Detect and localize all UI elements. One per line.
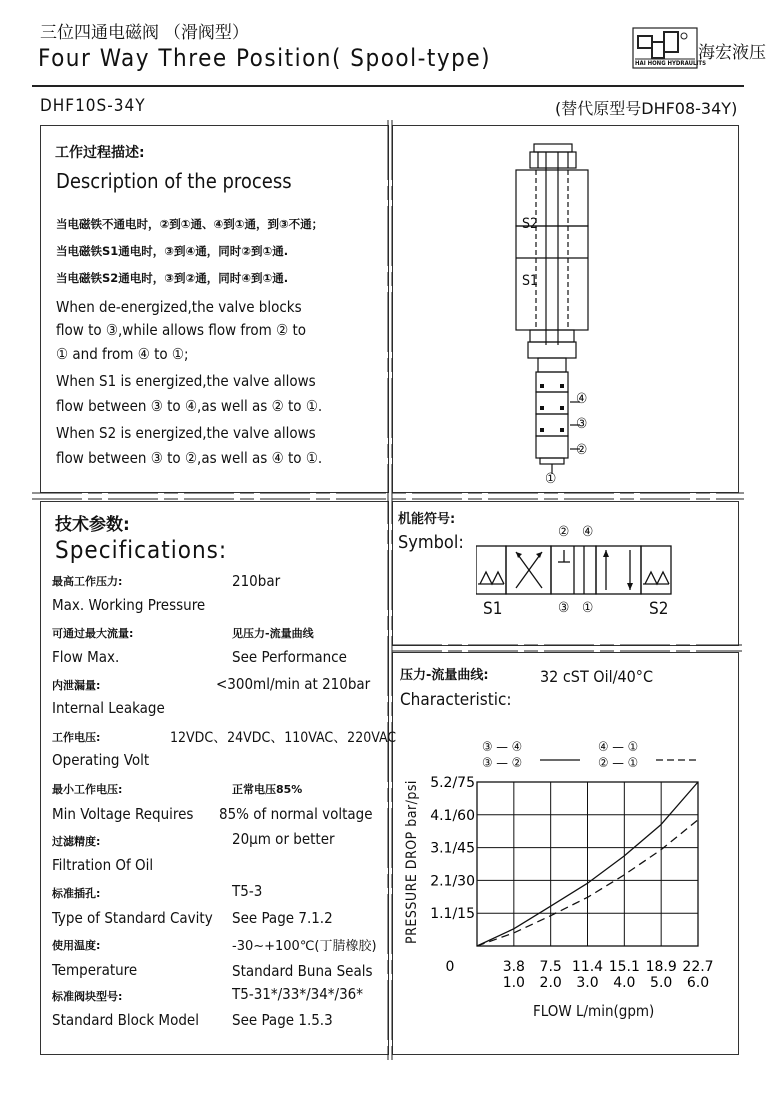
- replacement-model: (替代原型号DHF08-34Y): [555, 99, 738, 118]
- model-number: DHF10S-34Y: [40, 96, 146, 116]
- y-tick-label: 5.2/75: [430, 775, 475, 791]
- spec-value-cn: T5-31*/33*/34*/36*: [232, 985, 363, 1003]
- spec-label-en: Temperature: [52, 961, 138, 979]
- spec-label-en: Operating Volt: [52, 751, 150, 769]
- x-tick-label-gpm: 2.0: [539, 975, 562, 991]
- legend-solid-line-1: ③ — ④: [482, 740, 523, 755]
- spec-value: See Page 1.5.3: [232, 1011, 333, 1029]
- spec-label-en: Max. Working Pressure: [52, 596, 206, 614]
- spec-label-cn: 内泄漏量:: [52, 679, 101, 692]
- x-tick-label: 18.9: [645, 959, 677, 975]
- x-tick-label: 7.5: [539, 959, 562, 975]
- spec-label-en: Standard Block Model: [52, 1011, 199, 1029]
- symbol-heading-en: Symbol:: [398, 532, 464, 553]
- spec-label-cn: 工作电压:: [52, 731, 101, 744]
- spec-label-cn: 过滤精度:: [52, 835, 101, 848]
- spec-value-cn: -30~+100℃(丁腈橡胶): [232, 939, 377, 954]
- port-label-4: ④: [576, 391, 588, 407]
- valve-cartridge-drawing: [500, 140, 610, 490]
- x-tick-label: 22.7: [682, 959, 714, 975]
- legend-dashed-line-1: ④ — ①: [598, 740, 639, 755]
- spec-value-cn: T5-3: [232, 882, 263, 900]
- spec-value-cn: 正常电压85%: [232, 783, 303, 796]
- x-tick-label: 11.4: [571, 959, 604, 975]
- spec-label-en: Min Voltage Requires: [52, 805, 194, 823]
- symbol-port-4: ④: [582, 524, 594, 540]
- specifications-heading-cn: 技术参数:: [55, 515, 130, 535]
- y-tick-label: 1.1/15: [430, 906, 475, 923]
- description-line-cn: 当电磁铁不通电时，②到①通、④到①通，到③不通；: [56, 217, 324, 231]
- x-tick-label: 15.1: [608, 959, 640, 975]
- title-english: Four Way Three Position( Spool-type): [38, 44, 492, 72]
- description-line-en: When S1 is energized,the valve allows: [56, 372, 316, 390]
- description-line-en: flow between ③ to ④,as well as ② to ①.: [56, 397, 323, 415]
- pressure-flow-chart: [400, 770, 740, 1030]
- x-tick-label-gpm: 3.0: [576, 975, 599, 991]
- spec-label-cn: 使用温度:: [52, 939, 101, 952]
- spec-value: 20μm or better: [232, 830, 335, 848]
- y-tick-label: 4.1/60: [430, 807, 475, 824]
- characteristic-heading-en: Characteristic:: [400, 690, 512, 710]
- spec-label-en: Internal Leakage: [52, 699, 165, 717]
- spec-label-cn: 标准插孔:: [52, 887, 101, 900]
- center-divider: [386, 120, 394, 1060]
- spec-value: 85% of normal voltage: [219, 805, 373, 823]
- description-line-en: When S2 is energized,the valve allows: [56, 424, 316, 442]
- company-logo: [632, 26, 766, 72]
- characteristic-heading-cn: 压力-流量曲线:: [400, 668, 489, 683]
- symbol-port-2: ②: [558, 524, 570, 540]
- symbol-heading-cn: 机能符号:: [398, 512, 456, 527]
- spec-label-en: Filtration Of Oil: [52, 856, 154, 874]
- spec-value: See Performance: [232, 648, 347, 666]
- description-heading-en: Description of the process: [56, 169, 292, 193]
- symbol-label-s2: S2: [649, 599, 669, 619]
- spec-label-en: Flow Max.: [52, 648, 120, 666]
- x-tick-label-gpm: 4.0: [613, 975, 636, 991]
- spec-value: Standard Buna Seals: [232, 962, 373, 980]
- description-line-en: flow to ③,while allows flow from ② to: [56, 321, 307, 339]
- port-label-1: ①: [545, 471, 557, 487]
- symbol-port-3: ③: [558, 600, 570, 616]
- description-line-cn: 当电磁铁S1通电时，③到④通，同时②到①通.: [56, 244, 289, 258]
- description-line-en: ① and from ④ to ①;: [56, 345, 189, 363]
- y-tick-label: 3.1/45: [430, 840, 475, 857]
- legend-dashed-swatch: [656, 756, 698, 764]
- y-tick-label: 2.1/30: [430, 873, 475, 890]
- x-tick-label-gpm: 1.0: [502, 975, 525, 991]
- description-line-en: When de-energized,the valve blocks: [56, 298, 302, 316]
- specifications-heading-en: Specifications:: [55, 536, 228, 564]
- logo-small-text: HAI HONG HYDRAULITS: [635, 60, 706, 67]
- description-heading-cn: 工作过程描述:: [55, 145, 145, 161]
- spec-label-cn: 最高工作压力:: [52, 575, 123, 588]
- spec-value: 210bar: [232, 572, 281, 590]
- oil-spec: 32 cST Oil/40°C: [540, 667, 654, 686]
- port-label-2: ②: [576, 442, 588, 458]
- spec-value: 12VDC、24VDC、110VAC、220VAC: [170, 730, 397, 746]
- port-label-3: ③: [576, 416, 588, 432]
- x-tick-label: 3.8: [502, 959, 525, 975]
- header-divider: [32, 85, 744, 87]
- title-chinese: 三位四通电磁阀 （滑阀型）: [40, 23, 249, 43]
- spec-value: See Page 7.1.2: [232, 909, 333, 927]
- y-axis-label: PRESSURE DROP bar/psi: [404, 780, 420, 944]
- spec-label-cn: 最小工作电压:: [52, 783, 123, 796]
- x-axis-label: FLOW L/min(gpm): [533, 1002, 655, 1020]
- spec-label-cn: 可通过最大流量:: [52, 627, 134, 640]
- spec-value: <300ml/min at 210bar: [216, 675, 371, 693]
- symbol-label-s1: S1: [483, 599, 503, 619]
- x-tick-label: 0: [445, 959, 455, 975]
- spec-label-cn: 标准阀块型号:: [52, 990, 123, 1003]
- hydraulic-symbol: [476, 540, 686, 600]
- symbol-port-1: ①: [582, 600, 594, 616]
- symbol-divider: [392, 642, 742, 654]
- spec-label-en: Type of Standard Cavity: [52, 909, 213, 927]
- brand-name: 海宏液压: [698, 43, 766, 63]
- x-tick-label-gpm: 5.0: [650, 975, 673, 991]
- legend-solid-line-2: ③ — ②: [482, 756, 523, 771]
- spec-value-cn: 见压力-流量曲线: [232, 627, 314, 640]
- x-tick-label-gpm: 6.0: [686, 975, 710, 991]
- description-line-en: flow between ③ to ②,as well as ④ to ①.: [56, 449, 323, 467]
- coil-label-s1: S1: [522, 273, 539, 289]
- legend-solid-swatch: [540, 756, 580, 764]
- legend-dashed-line-2: ② — ①: [598, 756, 639, 771]
- description-line-cn: 当电磁铁S2通电时，③到②通，同时④到①通.: [56, 271, 289, 285]
- coil-label-s2: S2: [522, 216, 539, 232]
